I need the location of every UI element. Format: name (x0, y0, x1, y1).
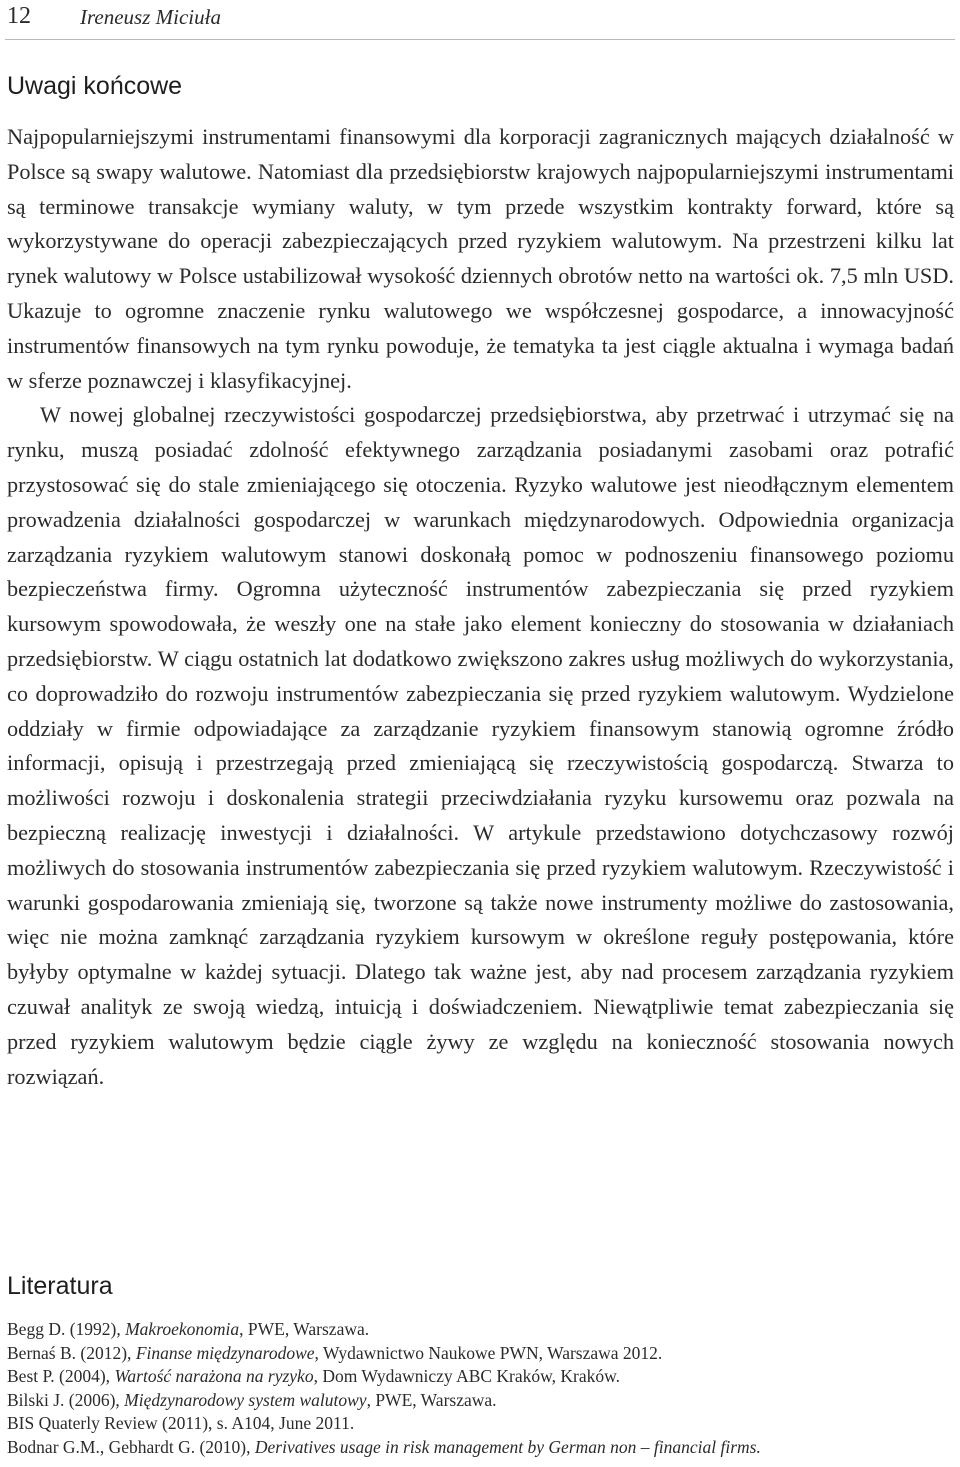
section-heading: Uwagi końcowe (7, 72, 183, 100)
body-text (7, 120, 954, 1094)
running-header (5, 0, 955, 40)
reference-title: Derivatives usage in risk management by German non – financial firms. (254, 1436, 761, 1457)
reference-item (7, 1412, 954, 1436)
reference-publisher: , Dom Wydawniczy ABC Kraków, Kraków. (313, 1366, 621, 1387)
reference-item (7, 1318, 954, 1342)
reference-title: Międzynarodowy system walutowy (124, 1389, 367, 1410)
reference-title: Finanse międzynarodowe (135, 1342, 315, 1363)
reference-title: Wartość narażona na ryzyko (114, 1366, 314, 1387)
reference-authors: Bilski J. (2006), (7, 1389, 125, 1410)
reference-item (7, 1389, 954, 1413)
reference-list (7, 1318, 954, 1460)
reference-authors: Bernaś B. (2012), (7, 1342, 136, 1363)
reference-title: Makroekonomia (125, 1319, 240, 1339)
reference-authors: BIS Quaterly Review (2011), s. A104, June 2011. (7, 1413, 355, 1434)
reference-item (7, 1342, 954, 1366)
reference-publisher: , PWE, Warszawa. (239, 1319, 370, 1339)
paragraph: Najpopularniejszymi instrumentami finansowymi dla korporacji zagranicznych mających działalność w Polsce są swapy walutowe. Natomiast dla przedsiębiorstw krajowych najpopularniejszymi instrumentami są terminowe transakcje wymiany waluty, w tym przede wszystkim kontrakty forward, które są wykorzystywane do operacji zabezpieczających przed ryzykiem walutowym. Na przestrzeni kilku lat rynek walutowy w Polsce ustabilizował wysokość dziennych obrotów netto na wartości ok. 7,5 mln USD. Ukazuje to ogromne znaczenie rynku walutowego we współczesnej gospodarce, a innowacyjność instrumentów finansowych na tym rynku powoduje, że tematyka ta jest ciągle aktualna i wymaga badań w sferze poznawczej i klasyfikacyjnej. (7, 124, 954, 393)
paragraph: W nowej globalnej rzeczywistości gospodarczej przedsiębiorstwa, aby przetrwać i utrzymać się na rynku, muszą posiadać zdolność efektywnego zarządzania posiadanymi zasobami oraz potrafić przystosować się do stale zmieniającego się otoczenia. Ryzyko walutowe jest nieodłącznym elementem prowadzenia działalności gospodarczej w warunkach międzynarodowych. Odpowiednia organizacja zarządzania ryzykiem walutowym stanowi doskonałą pomoc w podnoszeniu finansowego poziomu bezpieczeństwa firmy. Ogromna użyteczność instrumentów zabezpieczania się przed ryzykiem kursowym spowodowała, że weszły one na stałe jako element konieczny do stosowania w działaniach przedsiębiorstw. W ciągu ostatnich lat dodatkowo zwiększono zakres usług możliwych do wykorzystania, co doprowadziło do rozwoju instrumentów zabezpieczania się przed ryzykiem walutowym. Wydzielone oddziały w firmie odpowiadające za zarządzanie ryzykiem finansowym stanowią ogromne źródło informacji, opisują i przestrzegają przed zmieniającą się rzeczywistością gospodarczą. Stwarza to możliwości rozwoju i doskonalenia strategii przeciwdziałania ryzyku kursowemu oraz pozwala na bezpieczną realizację inwestycji i działalności. W artykule przedstawiono dotychczasowy rozwój możliwych do stosowania instrumentów zabezpieczania się przed ryzykiem walutowym. Rzeczywistość i warunki gospodarowania zmieniają się, tworzone są także nowe instrumenty możliwe do zastosowania, więc nie można zamknąć zarządzania ryzykiem kursowym w określone reguły postępowania, które byłyby optymalne w każdej sytuacji. Dlatego tak ważne jest, aby nad procesem zarządzania ryzykiem czuwał analityk ze swoją wiedzą, intuicją i doświadczeniem. Niewątpliwie temat zabezpieczania się przed ryzykiem walutowym będzie ciągle żywy ze względu na konieczność stosowania nowych rozwiązań. (7, 402, 954, 1089)
reference-publisher: , Wydawnictwo Naukowe PWN, Warszawa 2012. (314, 1342, 663, 1363)
reference-publisher: , PWE, Warszawa. (366, 1389, 497, 1410)
references-heading: Literatura (7, 1272, 113, 1300)
running-author: Ireneusz Miciuła (80, 5, 221, 29)
reference-authors: Best P. (2004), (7, 1366, 115, 1387)
reference-authors: Bodnar G.M., Gebhardt G. (2010), (7, 1436, 255, 1457)
reference-item (7, 1436, 954, 1460)
reference-item (7, 1365, 954, 1389)
reference-authors: Begg D. (1992), (7, 1319, 126, 1339)
page-number: 12 (7, 3, 31, 29)
